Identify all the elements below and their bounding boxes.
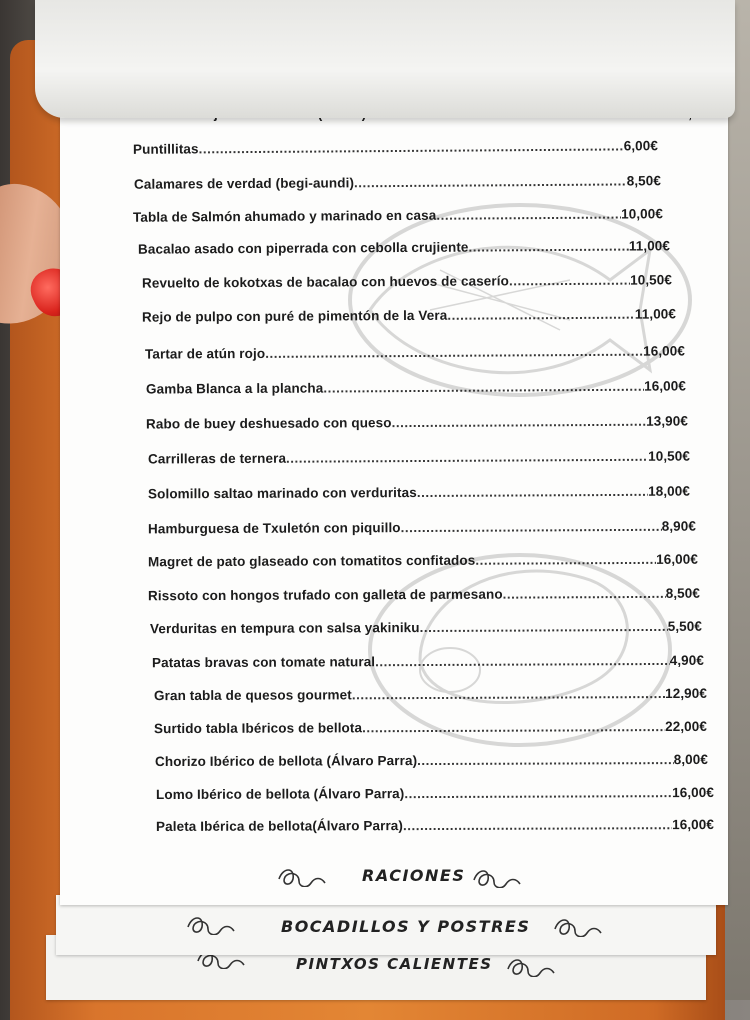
menu-item [145, 343, 685, 361]
section-bocadillos[interactable]: BOCADILLOS Y POSTRES [281, 917, 531, 936]
menu-item-price: 16,00€ [672, 817, 715, 833]
menu-item-name: Gran tabla de quesos gourmet [153, 687, 352, 704]
menu-item [156, 785, 714, 802]
menu-item-name: Solomillo saltao marinado con verduritas [147, 485, 417, 502]
menu-item [148, 552, 698, 570]
menu-item-name: Lomo Ibérico de bellota (Álvaro Parra) [155, 786, 405, 803]
menu-item-name: Paleta Ibérica de bellota(Álvaro Parra) [155, 818, 404, 834]
menu-item-price: 11,00€ [628, 238, 671, 254]
menu-item-price: 22,00€ [665, 718, 708, 735]
menu-item-price: 12,90€ [665, 685, 708, 702]
menu-item-name: Patatas bravas con tomate natural [151, 654, 376, 671]
menu-item [146, 378, 686, 396]
menu-item [133, 138, 658, 157]
menu-item-name: Tartar de atún rojo [144, 345, 266, 362]
menu-item-price: 16,00€ [672, 784, 715, 801]
menu-item-price: 11,00€ [634, 306, 677, 322]
menu-item [154, 686, 707, 703]
menu-item-price: 6,00€ [623, 138, 659, 154]
menu-item-name: Rejo de pulpo con puré de pimentón de la Vera [141, 307, 448, 325]
page-curl [35, 0, 735, 118]
section-raciones[interactable]: RACIONES [362, 866, 466, 885]
menu-item [150, 619, 702, 637]
menu-page [60, 0, 728, 905]
menu-item-price: 16,00€ [644, 378, 687, 394]
menu-item [156, 817, 714, 834]
menu-item [155, 752, 708, 769]
swirl-icon [470, 866, 526, 888]
menu-item [152, 653, 704, 670]
menu-item-price: 8,50€ [665, 585, 701, 601]
menu-item-price: 8,00€ [673, 751, 709, 768]
menu-item-name: Puntillitas [132, 141, 199, 157]
menu-item-price: 10,00€ [621, 206, 664, 222]
swirl-icon [184, 913, 240, 935]
menu-item-name: Calamares de verdad (begi-aundi) [133, 175, 355, 192]
menu-item-price: 8,90€ [661, 518, 697, 534]
menu-item [148, 519, 696, 537]
menu-item [148, 449, 690, 467]
swirl-icon [275, 865, 331, 887]
menu-item-price: 13,90€ [646, 413, 689, 429]
menu-item-name: Magret de pato glaseado con tomatitos confitados [147, 552, 476, 570]
menu-item-price: 4,90€ [669, 652, 705, 668]
menu-item-name: Verduritas en tempura con salsa yakiniku [149, 620, 420, 637]
menu-item [146, 413, 688, 431]
menu-item-name: Chorizo Ibérico de bellota (Álvaro Parra) [154, 753, 418, 770]
menu-item-name: Rabo de buey deshuesado con queso [145, 415, 392, 432]
menu-item-name: Revuelto de kokotxas de bacalao con huevos de caserío [141, 273, 509, 291]
menu-item-price: 16,00€ [643, 343, 686, 359]
menu-item-price: 5,50€ [667, 618, 703, 634]
menu-item-price: 8,50€ [626, 173, 662, 189]
menu-item-price: 10,50€ [648, 448, 691, 464]
swirl-icon [551, 915, 607, 937]
menu-item-price: 10,50€ [630, 272, 673, 288]
menu-item [154, 719, 707, 736]
section-pintxos[interactable]: PINTXOS CALIENTES [296, 955, 493, 973]
menu-item-price: 18,00€ [648, 483, 691, 499]
menu-item-name: Gamba Blanca a la plancha [145, 380, 324, 397]
menu-item-name: Rissoto con hongos trufado con galleta de parmesano [147, 586, 503, 604]
menu-item-name: Tabla de Salmón ahumado y marinado en casa [132, 207, 437, 225]
menu-item [148, 484, 690, 502]
menu-item-name: Bacalao asado con piperrada con cebolla crujiente [137, 239, 469, 257]
menu-item-name: Surtido tabla Ibéricos de bellota [153, 720, 363, 737]
menu-item-price: 16,00€ [656, 551, 699, 567]
menu-item-name: Hamburguesa de Txuletón con piquillo [147, 520, 401, 537]
swirl-icon [504, 955, 560, 977]
menu-item-name: Carrilleras de ternera [147, 450, 287, 467]
menu-item [148, 586, 700, 604]
